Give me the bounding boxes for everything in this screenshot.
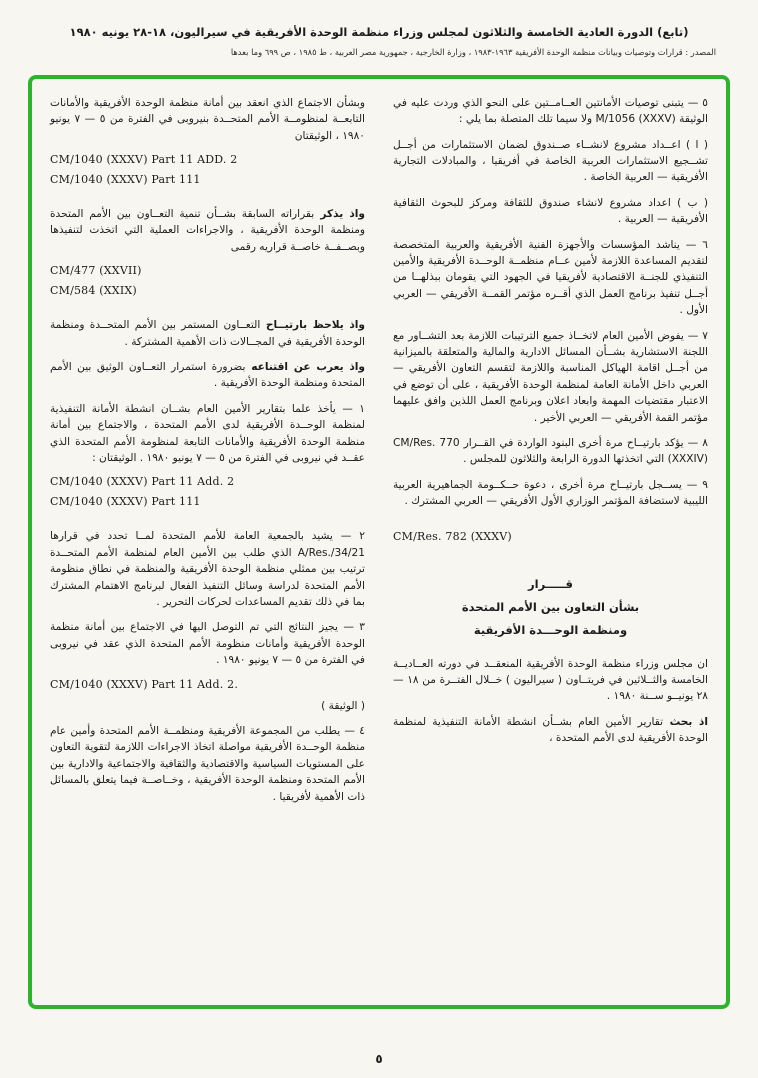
paragraph: ٨ — يؤكد بارتيــاح مرة أخرى البنود الواردة في القــرار CM/Res. 770 (XXXIV) التي اتخذتها الدورة الرابعة والثلاثون للمجلس . (393, 437, 708, 466)
paragraph-lead: واذ يعرب عن اقتناعه (245, 360, 366, 373)
paragraph: وبشأن الاجتماع الذي انعقد بين أمانة منظمة الوحدة الأفريقية والأمانات التابعــة لمنظومــة الأمم المتحــدة بنيروبى في الفترة من ٥ — ٧ يونيو ١٩٨٠ ، الوثيقتان (50, 96, 365, 142)
paragraph: ٦ — يناشد المؤسسات والأجهزة الفنية الأفريقية والعربية المتخصصة لتقديم المساعدة اللازمة لأمين عــام منظمــة الوحــدة الأفريقية والأمين التنفيذي للجنــة الاقتصادية لأفريقيا في الجهود التي يقومان ببذلهــا من أجــل تنفيذ برنامج العمل الذي أقــره مؤتمر القمــة الأفريقي — العربي الأول . (393, 238, 708, 317)
document-reference: CM/1040 (XXXV) Part 111 (50, 495, 201, 509)
paragraph: ( الوثيقة ) (321, 699, 365, 712)
paragraph: واذ يلاحظ بارتيــاح التعــاون المستمر بين الأمم المتحــدة ومنظمة الوحدة الأفريقية في المجــالات ذات الأهمية المشتركة . (50, 319, 366, 348)
heading-line: بشأن التعاون بين الأمم المتحدة (461, 599, 640, 614)
paragraph-lead: اذ بحث (663, 715, 708, 728)
paragraph: ٤ — يطلب من المجموعة الأفريقية ومنظمــة الأمم المتحدة وأمين عام منظمة الوحــدة الأفريقية مواصلة اتخاذ الاجراءات اللازمة لتقوية التعاون على المستويات السياسية والاقتصادية والثقافية والاجتماعية والادارية بين الأمم المتحدة ومنظمة الوحدة الأفريقية ، وخــاصــة فيما يتعلق بالمسائل ذات الأهمية لأفريقيا . (50, 725, 365, 803)
paragraph: ٣ — يجيز النتائج التي تم التوصل اليها في الاجتماع بين أمانة منظمة الوحدة الأفريقية وأمانات منظومة الأمم المتحدة الذي عقد في نيروبى في الفترة من ٥ — ٧ يونيو ١٩٨٠ . (50, 621, 365, 667)
page-header (0, 0, 758, 59)
paragraph: ١ — يأخذ علما بتقارير الأمين العام بشــان انشطة الأمانة التنفيذية لمنظمة الوحــدة الأفريقية لدى الأمم المتحدة ، والاجتماع بين أمانة منظمة الوحدة الأفريقية والأمانات التابعة لمنظومة الأمم المتحدة الذي عقــد في نيروبى في الفترة من ٥ — ٧ يونيو ١٩٨٠ . الوثيقتان : (50, 402, 365, 464)
content-border (28, 75, 730, 1009)
document-reference: CM/1040 (XXXV) Part 11 Add. 2. (50, 677, 239, 691)
paragraph: ٩ — يســجل بارتيــاح مرة أخرى ، دعوة حــكــومة الجماهيرية العربية الليبية لاستضافة المؤتمر الوزاري الأول الأفريقي — العربي المشترك . (393, 478, 708, 508)
heading-line: قـــــرار (528, 576, 573, 591)
paragraph-lead: واذ يلاحظ بارتيــاح (260, 319, 366, 332)
document-reference: CM/1040 (XXXV) Part 11 Add. 2 (50, 475, 235, 489)
paragraph: ٥ — يتبنى توصيات الأمانتين العــامــتين على النحو الذي وردت عليه في الوثيقة M/1056 (XXXV) ولا سيما تلك المتصلة بما يلي : (393, 96, 708, 126)
document-reference: CM/Res. 782 (XXXV) (393, 529, 512, 543)
document-reference: CM/1040 (XXXV) Part 111 (50, 172, 201, 186)
paragraph: اذ بحث تقارير الأمين العام بشــأن انشطة الأمانة التنفيذية لمنظمة الوحدة الأفريقية لدى الأمم المتحدة ، (393, 715, 708, 745)
paragraph: واذ يعرب عن اقتناعه بضرورة استمرار التعــاون الوثيق بين الأمم المتحدة ومنظمة الوحدة الأفريقية . (50, 360, 366, 390)
document-reference: CM/1040 (XXXV) Part 11 ADD. 2 (50, 152, 238, 166)
document-title: (تابع) الدورة العادية الخامسة والثلاثون لمجلس وزراء منظمة الوحدة الأفريقية في سيراليون، ١٨-٢٨ يونيه ١٩٨٠ (69, 25, 689, 39)
resolution-heading (393, 573, 708, 642)
paragraph: ( ا ) اعــداد مشروع لانشــاء صــندوق لضمان الاستثمارات من أجــل تشــجيع الاستثمارات العربية الخاصة في أفريقيا ، والمبادلات التجارية الأفريقية — العربية الخاصة . (393, 138, 708, 184)
paragraph: ان مجلس وزراء منظمة الوحدة الأفريقية المنعقــد في دورته العــاديــة الخامسة والثــلاثين في فريتــاون ( سيراليون ) خــلال الفتــرة من ١٨ — ٢٨ يونيــو ســنة ١٩٨٠ . (393, 657, 708, 703)
paragraph: ٧ — يفوض الأمين العام لاتخــاذ جميع الترتيبات اللازمة بعد التشــاور مع اللجنة الاستشارية بشــأن المسائل الادارية والمالية والمتعلقة بالميزانية من أجــل اقامة الهياكل المناسبة واللازمة لتقسم التعاون الأفريقي — العربي داخل الأمانة العامة لمنظمة الوحدة الأفريقية ، على أن توضع في الاعتبار مقتضيات المهمة وابعاد اعلان وبرنامج العمل اللذين وافق عليهما مؤتمر القمة الأفريقي — العربي الأخير . (393, 329, 708, 424)
document-source-line: المصدر : قرارات وتوصيات وبيانات منظمة الوحدة الأفريقية ١٩٦٣-١٩٨٣ ، وزارة الخارجية ، جمهورية مصر العربية ، ط ١٩٨٥ ، ص ٦٩٩ وما بعدها (230, 47, 716, 58)
left-column (50, 95, 365, 995)
heading-line: ومنظمة الوحـــدة الأفريقية (473, 622, 628, 637)
text-columns (50, 95, 708, 995)
paragraph: ( ب ) اعداد مشروع لانشاء صندوق للثقافة ومركز للبحوث الثقافية الأفريقية — العربية . (393, 196, 708, 226)
document-reference: CM/477 (XXVII) (50, 264, 142, 278)
right-column (393, 95, 708, 995)
paragraph: واذ يذكر بقراراته السابقة بشــأن تنمية التعــاون بين الأمم المتحدة ومنظمة الوحدة الأفريقية ، والاجراءات العملية التي اتخذت لتنفيذها وبصــفــة خاصــة قراريه رقمى (50, 207, 365, 253)
document-reference: CM/584 (XXIX) (50, 284, 137, 298)
page-number: ٥ (375, 1052, 383, 1066)
paragraph: ٢ — يشيد بالجمعية العامة للأمم المتحدة لمــا تحدد في قرارها A/Res./34/21 الذي طلب بين الأمين العام لمنظمة الأمم المتحــدة ترتيب بين ممثلي منظمة الوحدة الأفريقية والمنظمة في نطاق منظومة الأمم المتحدة لدراسة وسائل التنفيذ الفعال لبرنامج الاهتمام المشترك بما في ذلك تقديم المساعدات لحركات التحرير . (50, 530, 365, 609)
paragraph-lead: واذ يذكر (314, 207, 365, 220)
